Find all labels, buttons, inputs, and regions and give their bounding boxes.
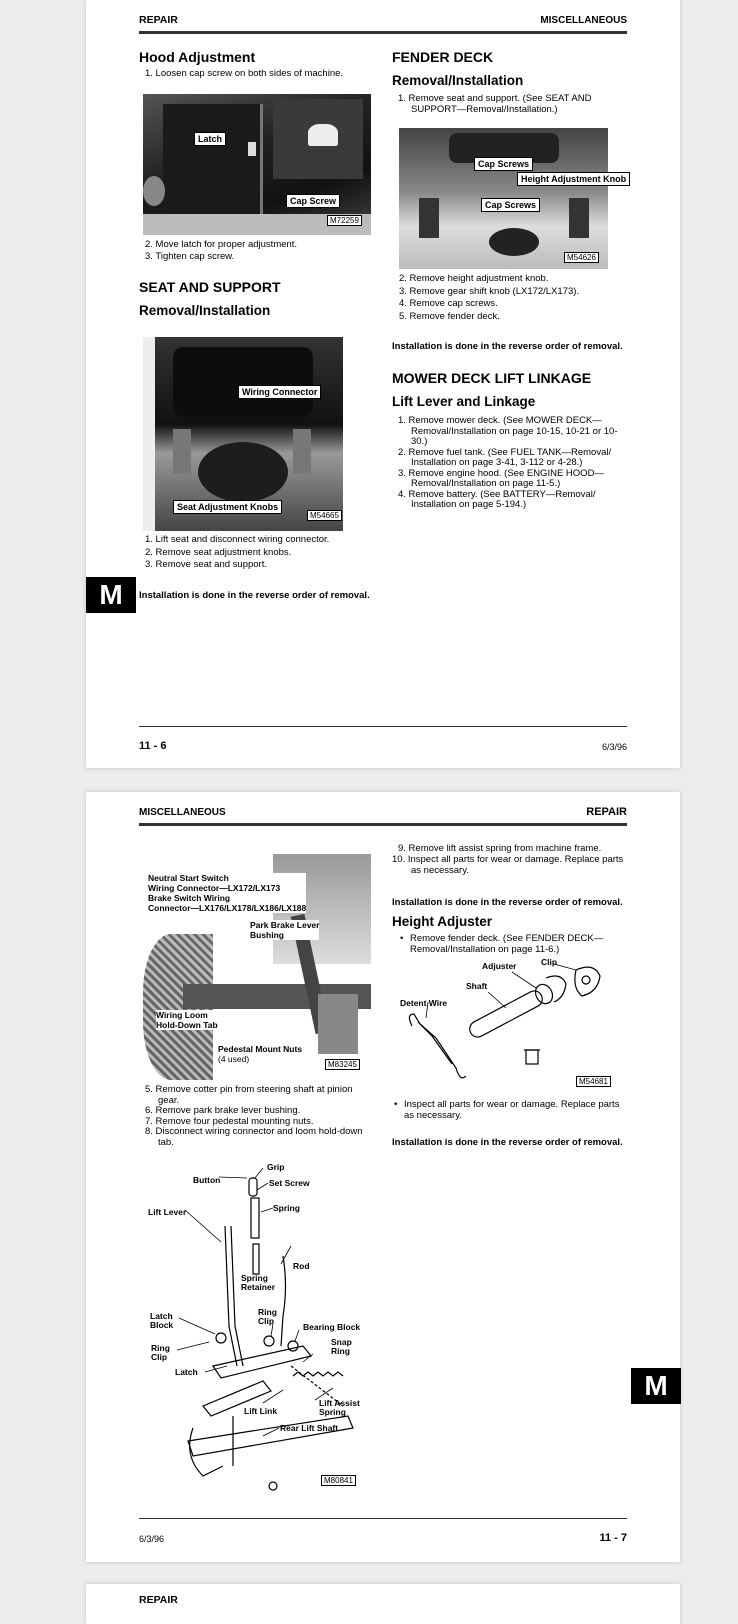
label-line: Brake Switch Wiring [148,893,231,903]
rear-lift-shaft-label: Rear Lift Shaft [280,1423,339,1433]
fender-deck-photo [399,128,627,269]
neutral-start-label [148,873,306,913]
inspect-bullet-section [392,1099,632,1121]
lift-lever-subtitle: Lift Lever and Linkage [392,394,536,409]
header-section: REPAIR [139,14,178,26]
label-line: Spring [241,1273,268,1283]
label-line: Latch [150,1311,173,1321]
detent-wire-label: Detent Wire [400,998,448,1008]
section-tab-m: M [631,1368,681,1404]
label-line: Pedestal Mount Nuts [218,1044,303,1054]
label-line: Wiring Connector—LX172/LX173 [148,883,281,893]
mower-step-4: 4. Remove battery. (See BATTERY—Removal/ [398,488,596,500]
hood-step-3: 3. Tighten cap screw. [145,251,235,262]
inspect-bullets [392,1099,632,1121]
seat-installation-note: Installation is done in the reverse order of removal. [139,590,370,601]
label-line: Clip [151,1352,168,1362]
page-header [139,804,627,826]
revision-date: 6/3/96 [601,742,627,752]
park-brake-bushing-label [250,920,319,940]
mower-step-4-cont: Installation on page 5-194.) [411,499,527,510]
step-10-cont: as necessary. [411,865,469,876]
fender-step-3: 3. Remove gear shift knob (LX172/LX173). [399,285,580,297]
fender-step-4: 4. Remove cap screws. [399,298,498,309]
label-line: Bushing [250,930,284,940]
label-line: Retainer [241,1282,276,1292]
pedestal-linkage-illustration [143,854,371,1080]
fender-deck-section [392,48,632,115]
figure-number: M83245 [325,1059,360,1070]
fender-steps [399,273,639,323]
cap-screw-callout: Cap Screw [286,194,340,208]
cap-screws-callout-upper: Cap Screws [474,157,533,171]
mower-deck-lift-title: MOWER DECK LIFT LINKAGE [392,370,592,386]
mower-step-1-cont2: 30.) [411,436,428,447]
label-line: (4 used) [218,1054,250,1064]
ring-clip-upper-label [258,1308,277,1326]
footer-rule [139,1518,627,1519]
seat-step-2: 2. Remove seat adjustment knobs. [145,546,292,558]
fender-step-5: 5. Remove fender deck. [399,310,500,322]
figure-number: M54665 [307,510,342,521]
snap-ring-label [331,1338,352,1356]
bullet-inspect [404,1099,632,1121]
page-header [139,12,627,34]
adjuster-label: Adjuster [482,961,517,971]
bullet-text: as necessary. [404,1110,462,1121]
lift-lever-exploded-drawing [143,1162,371,1500]
label-line: Spring [319,1407,346,1417]
mower-step-3: 3. Remove engine hood. (See ENGINE HOOD— [398,467,604,479]
label-line: Clip [258,1316,275,1326]
bullet-text: Remove fender deck. (See FENDER DECK— [410,933,604,944]
footer-rule [139,726,627,727]
page-number: 11 - 6 [139,740,167,752]
step-9: 9. Remove lift assist spring from machine frame. [398,843,602,854]
seat-steps [145,534,385,572]
step-6: 6. Remove park brake lever bushing. [145,1105,301,1116]
shaft-label: Shaft [466,981,488,991]
height-adjuster-title: Height Adjuster [392,914,493,929]
bullet-text: Removal/Installation on page 11-6.) [410,944,560,955]
fender-step-2: 2. Remove height adjustment knob. [399,273,549,284]
grip-label: Grip [267,1162,285,1172]
figure-number: M54626 [564,252,599,263]
hood-steps [145,239,385,263]
step-5: 5. Remove cotter pin from steering shaft at pinion [145,1084,353,1095]
label-line: Lift Assist [319,1398,360,1408]
seat-step-1: 1. Lift seat and disconnect wiring connector. [145,534,330,545]
manual-page-11-6 [86,0,680,768]
lift-lever-label: Lift Lever [148,1207,187,1217]
seat-step-3: 3. Remove seat and support. [145,559,267,570]
hood-adjustment-title: Hood Adjustment [139,49,256,65]
label-line: Ring [331,1346,350,1356]
header-section: REPAIR [586,806,627,818]
fender-step-1: 1. Remove seat and support. (See SEAT AND [398,93,592,104]
label-line: Snap [331,1337,352,1347]
label-line: Wiring Loom [156,1010,208,1020]
label-line: Ring [151,1343,170,1353]
mower-step-2: 2. Remove fuel tank. (See FUEL TANK—Removal/ [398,446,612,458]
mower-step-1: 1. Remove mower deck. (See MOWER DECK— [398,415,602,426]
header-chapter: MISCELLANEOUS [139,807,226,818]
hood-step-2: 2. Move latch for proper adjustment. [145,239,298,250]
label-line: Neutral Start Switch [148,873,229,883]
height-adjuster-drawing [396,958,621,1092]
section-tab-m: M [86,577,136,613]
fender-deck-title: FENDER DECK [392,49,494,65]
label-line: Block [150,1320,174,1330]
label-line: Park Brake Lever [250,920,320,930]
mower-step-2-cont: Installation on page 3-41, 3-112 or 4-28.) [411,457,583,468]
figure-number: M80841 [321,1475,356,1486]
step-7: 7. Remove four pedestal mounting nuts. [145,1115,314,1127]
label-line: Hold-Down Tab [156,1020,218,1030]
lift-assist-spring-label [319,1399,360,1417]
step-10: 10. Inspect all parts for wear or damage. Replace parts [392,854,624,865]
height-adjustment-knob-callout: Height Adjustment Knob [517,172,630,186]
hood-step-1: 1. Loosen cap screw on both sides of machine. [145,68,344,79]
latch-block-label [150,1312,173,1330]
step-8: 8. Disconnect wiring connector and loom hold-down [145,1126,363,1137]
manual-page-next [86,1584,680,1624]
step-8-cont: tab. [158,1136,174,1148]
ring-clip-lower-label [151,1344,170,1362]
linkage-installation-note: Installation is done in the reverse order of removal. [392,897,623,908]
seat-support-subtitle: Removal/Installation [139,303,271,318]
spring-retainer-label [241,1274,275,1292]
label-line: Connector—LX176/LX178/LX186/LX188 [148,903,307,913]
cap-screws-callout-lower: Cap Screws [481,198,540,212]
set-screw-label: Set Screw [269,1178,310,1188]
hood-adjustment-section [139,48,379,79]
lift-link-label: Lift Link [244,1406,278,1416]
seat-support-photo [143,337,343,531]
bullet-text: Inspect all parts for wear or damage. Replace parts [404,1099,620,1110]
wiring-loom-label [156,1010,218,1030]
latch-label: Latch [175,1367,198,1377]
spring-label: Spring [273,1203,300,1213]
fender-step-1-cont: SUPPORT—Removal/Installation.) [411,103,558,115]
seat-adjustment-knobs-callout: Seat Adjustment Knobs [173,500,282,514]
mower-deck-lift-section [392,369,632,511]
latch-callout: Latch [194,132,226,146]
revision-date: 6/3/96 [139,1534,165,1544]
fender-deck-subtitle: Removal/Installation [392,73,524,88]
figure-number: M72259 [327,215,362,226]
label-line: Ring [258,1307,277,1317]
linkage-steps-a [145,1085,385,1148]
header-section: REPAIR [139,1594,178,1606]
rod-label: Rod [293,1261,310,1271]
seat-support-title: SEAT AND SUPPORT [139,279,281,295]
height-adjuster-bullets [392,933,632,955]
height-installation-note: Installation is done in the reverse order of removal. [392,1137,623,1148]
bearing-block-label: Bearing Block [303,1322,361,1332]
mower-step-3-cont: Removal/Installation on page 11-5.) [411,478,561,489]
page-number: 11 - 7 [599,1532,627,1544]
wiring-connector-callout: Wiring Connector [238,385,321,399]
pedestal-mount-nuts-label [218,1044,302,1064]
bullet-remove-fender [410,933,632,955]
mower-step-1-cont: Removal/Installation on page 10-15, 10-21 or 10- [411,425,618,437]
hood-latch-photo [143,94,371,235]
fender-installation-note: Installation is done in the reverse order of removal. [392,341,623,352]
button-label: Button [193,1175,221,1185]
height-adjuster-section [392,913,632,955]
seat-support-section [139,278,379,320]
header-chapter: MISCELLANEOUS [540,15,627,26]
clip-label: Clip [541,957,558,967]
figure-number: M54681 [576,1076,611,1087]
manual-page-11-7 [86,792,680,1562]
linkage-steps-b [392,843,632,876]
height-adjuster-svg [396,958,621,1092]
step-5-cont: gear. [158,1094,180,1106]
